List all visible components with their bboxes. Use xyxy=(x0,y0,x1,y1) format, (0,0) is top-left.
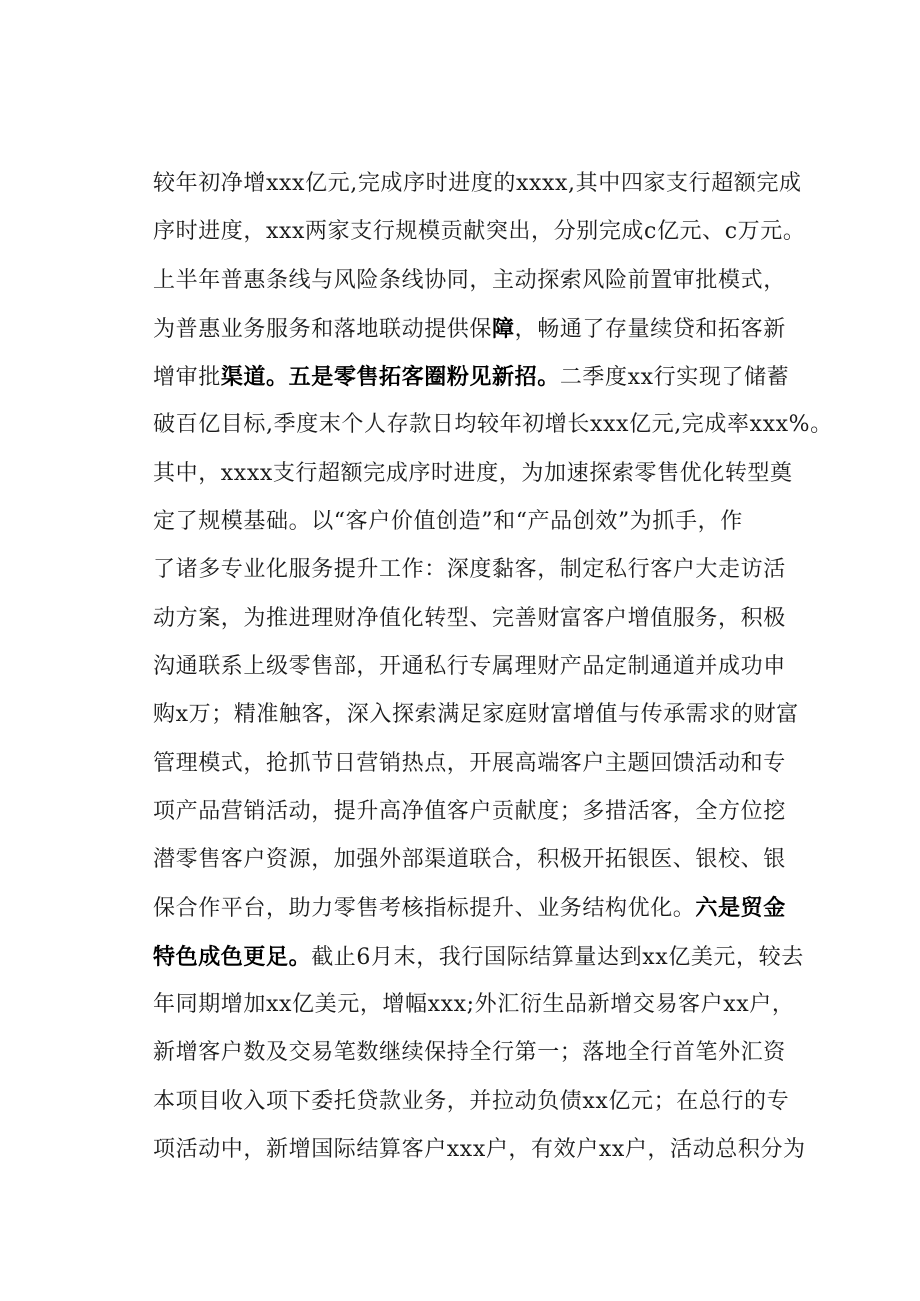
text-segment: 项活动中，新增国际结算客户xxx户，有效户xx户，活动总积分为 xyxy=(153,1136,806,1162)
text-segment: 购x万；精准触客，深入探索满足家庭财富增值与传承需求的财富 xyxy=(153,702,799,728)
bold-text-segment: 六是贸金 xyxy=(695,895,786,922)
text-line xyxy=(153,305,853,353)
text-segment: 新增客户数及交易笔数继续保持全行第一；落地全行首笔外汇资 xyxy=(153,1040,786,1066)
text-line xyxy=(153,401,853,449)
text-segment: 为普惠业务服务和落地联动提供保 xyxy=(153,316,493,342)
text-line xyxy=(153,160,853,208)
text-line xyxy=(153,836,853,884)
text-segment: 保合作平台，助力零售考核指标提升、业务结构优化。 xyxy=(153,896,696,922)
text-line xyxy=(153,1029,853,1077)
text-segment: 项产品营销活动，提升高净值客户贡献度；多措活客，全方位挖 xyxy=(153,798,786,824)
text-segment: 序时进度，xxx两家支行规模贡献突出，分别完成c亿元、c万元。 xyxy=(153,219,806,245)
text-segment: 二季度xx行实现了储蓄 xyxy=(559,365,790,391)
text-line xyxy=(153,788,853,836)
text-line xyxy=(153,691,853,739)
text-segment: 动方案，为推进理财净值化转型、完善财富客户增值服务，积极 xyxy=(153,605,786,631)
text-segment: 年同期增加xx亿美元，增幅xxx;外汇衍生品新增交易客户xx户， xyxy=(153,992,795,1018)
text-segment: ，畅通了存量续贷和拓客新 xyxy=(514,316,786,342)
text-segment: 上半年普惠条线与风险条线协同，主动探索风险前置审批模式， xyxy=(153,267,786,293)
text-line xyxy=(153,740,853,788)
bold-text-segment: 特色成色更足。 xyxy=(153,943,312,970)
bold-text-segment: 渠道。五是零售拓客圈粉见新招。 xyxy=(220,364,560,391)
text-segment: 了诸多专业化服务提升工作：深度黏客，制定私行客户大走访活 xyxy=(153,557,786,583)
bold-text-segment: 障 xyxy=(492,315,515,342)
text-segment: 潜零售客户资源，加强外部渠道联合，积极开拓银医、银校、银 xyxy=(153,847,786,873)
text-segment: 定了规模基础。以“客户价值创造”和“产品创效”为抓手，作 xyxy=(153,509,743,535)
text-line xyxy=(153,884,853,932)
text-segment: 其中，xxxx支行超额完成序时进度，为加速探索零售优化转型奠 xyxy=(153,460,793,486)
body-text xyxy=(153,160,853,1174)
text-line xyxy=(153,353,853,401)
text-segment: 本项目收入项下委托贷款业务，并拉动负债xx亿元；在总行的专 xyxy=(153,1088,790,1114)
text-line xyxy=(153,1126,853,1174)
text-line xyxy=(153,1078,853,1126)
text-line xyxy=(153,643,853,691)
text-line xyxy=(153,208,853,256)
text-line xyxy=(153,257,853,305)
text-line xyxy=(153,450,853,498)
text-line xyxy=(153,981,853,1029)
text-line xyxy=(153,498,853,546)
text-line xyxy=(153,933,853,981)
text-segment: 沟通联系上级零售部，开通私行专属理财产品定制通道并成功申 xyxy=(153,653,786,679)
text-line xyxy=(153,546,853,594)
text-line xyxy=(153,595,853,643)
text-segment: 较年初净增xxx亿元,完成序时进度的xxxx,其中四家支行超额完成 xyxy=(153,171,802,196)
text-segment: 破百亿目标,季度末个人存款日均较年初增长xxx亿元,完成率xxx%。 xyxy=(153,412,833,438)
text-segment: 截止6月末，我行国际结算量达到xx亿美元，较去 xyxy=(311,944,804,970)
text-segment: 管理模式，抢抓节日营销热点，开展高端客户主题回馈活动和专 xyxy=(153,750,786,776)
text-segment: 增审批 xyxy=(153,365,221,391)
